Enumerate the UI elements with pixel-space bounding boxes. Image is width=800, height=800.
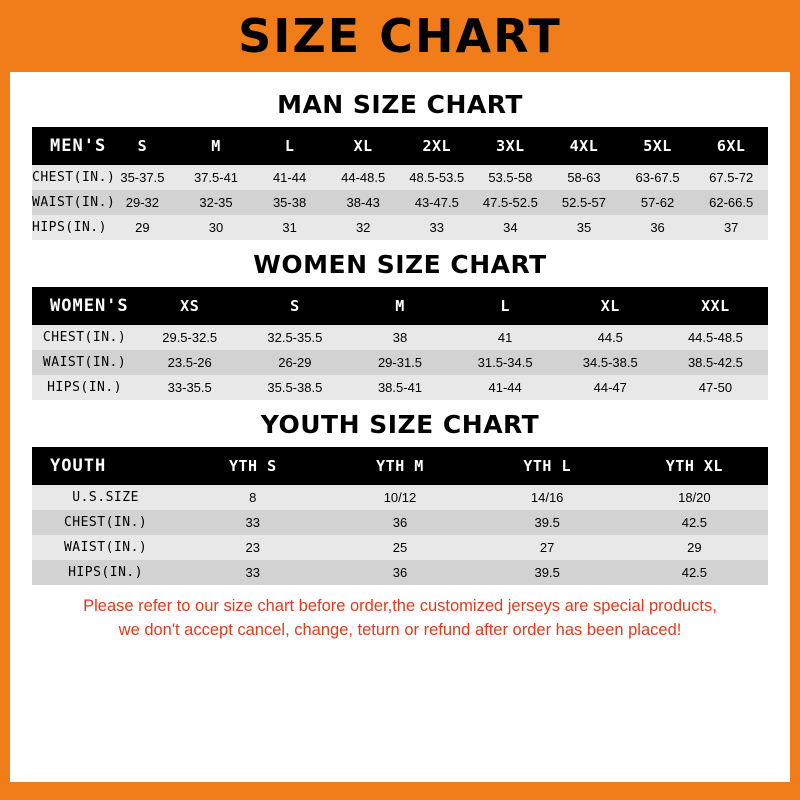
women-r1-c1: 26-29 — [278, 355, 312, 370]
youth-table-body — [32, 485, 768, 585]
youth-section-title: YOUTH SIZE CHART — [260, 410, 540, 439]
table-row — [32, 190, 768, 215]
women-row-0-label: CHEST(IN.) — [42, 330, 127, 345]
men-r1-c7: 57-62 — [640, 195, 675, 210]
men-r0-c2: 41-44 — [272, 170, 307, 185]
disclaimer-line-2: we don't accept cancel, change, teturn or refund after order has been placed! — [118, 620, 682, 639]
men-r2-c0: 29 — [135, 220, 150, 235]
women-row-header-label: WOMEN'S — [50, 296, 129, 316]
women-r2-c2: 38.5-41 — [377, 380, 423, 395]
men-size-table — [32, 127, 768, 240]
men-r0-c1: 37.5-41 — [193, 170, 239, 185]
men-r1-c8: 62-66.5 — [709, 195, 754, 210]
youth-r1-c0: 33 — [245, 515, 261, 530]
men-r2-c7: 36 — [650, 220, 665, 235]
women-r1-c0: 23.5-26 — [167, 355, 212, 370]
men-r0-c4: 48.5-53.5 — [409, 170, 465, 185]
women-table-body — [32, 325, 768, 400]
men-r0-c8: 67.5-72 — [709, 170, 754, 185]
women-r0-c1: 32.5-35.5 — [267, 330, 323, 345]
youth-r1-c1: 36 — [392, 515, 408, 530]
men-table-header — [32, 127, 768, 165]
men-r0-c3: 44-48.5 — [341, 170, 386, 185]
youth-r1-c2: 39.5 — [534, 515, 560, 530]
youth-r3-c3: 42.5 — [681, 565, 708, 580]
youth-size-table — [32, 447, 768, 585]
banner — [0, 0, 800, 72]
women-col-4: XL — [600, 297, 620, 315]
women-r0-c4: 44.5 — [597, 330, 623, 345]
men-row-2-label: HIPS(IN.) — [32, 220, 107, 235]
men-r2-c6: 35 — [576, 220, 592, 235]
table-header-row — [32, 287, 768, 325]
youth-r1-c3: 42.5 — [681, 515, 708, 530]
women-row-2-label: HIPS(IN.) — [47, 380, 123, 395]
youth-col-2: YTH L — [523, 457, 571, 475]
youth-row-header-label: YOUTH — [50, 456, 107, 476]
women-r0-c2: 38 — [392, 330, 408, 345]
men-row-1-label: WAIST(IN.) — [32, 195, 116, 210]
women-col-5: XXL — [701, 297, 730, 315]
banner-title: SIZE CHART — [238, 9, 562, 63]
youth-col-0: YTH S — [228, 457, 277, 475]
men-r2-c1: 30 — [208, 220, 224, 235]
youth-table-header — [32, 447, 768, 485]
women-col-3: L — [500, 297, 510, 315]
youth-r2-c0: 23 — [245, 540, 261, 555]
table-row — [32, 215, 768, 240]
youth-r0-c1: 10/12 — [383, 490, 417, 505]
women-section-title: WOMEN SIZE CHART — [253, 250, 547, 279]
men-r2-c5: 34 — [503, 220, 518, 235]
youth-r0-c3: 18/20 — [678, 490, 711, 505]
men-col-6: 4XL — [569, 137, 599, 155]
men-row-header-label: MEN'S — [50, 136, 107, 156]
men-row-0-label: CHEST(IN.) — [32, 170, 116, 185]
men-r1-c2: 35-38 — [272, 195, 307, 210]
women-r2-c4: 44-47 — [593, 380, 627, 395]
content — [10, 72, 790, 782]
men-col-3: XL — [353, 137, 373, 155]
women-col-2: M — [395, 297, 405, 315]
table-header-row — [32, 127, 768, 165]
men-r1-c4: 43-47.5 — [414, 195, 459, 210]
men-r1-c5: 47.5-52.5 — [482, 195, 538, 210]
men-col-8: 6XL — [716, 137, 746, 155]
women-size-table — [32, 287, 768, 400]
youth-r0-c2: 14/16 — [530, 490, 564, 505]
table-header-row — [32, 447, 768, 485]
women-r0-c5: 44.5-48.5 — [687, 330, 743, 345]
men-table-body — [32, 165, 768, 240]
men-col-1: M — [211, 137, 221, 155]
women-row-1-label: WAIST(IN.) — [42, 355, 127, 370]
youth-col-3: YTH XL — [665, 457, 723, 475]
men-r2-c8: 37 — [723, 220, 739, 235]
youth-r3-c1: 36 — [392, 565, 408, 580]
women-col-0: XS — [180, 297, 200, 315]
table-row — [32, 325, 768, 350]
men-r2-c2: 31 — [282, 220, 297, 235]
youth-row-2-label: WAIST(IN.) — [63, 540, 148, 555]
men-col-4: 2XL — [422, 137, 452, 155]
men-r1-c3: 38-43 — [346, 195, 380, 210]
youth-row-1-label: CHEST(IN.) — [63, 515, 148, 530]
women-r1-c2: 29-31.5 — [377, 355, 423, 370]
women-r2-c0: 33-35.5 — [167, 380, 212, 395]
men-r2-c3: 32 — [355, 220, 371, 235]
women-r1-c5: 38.5-42.5 — [687, 355, 743, 370]
table-row — [32, 535, 768, 560]
men-col-5: 3XL — [496, 137, 525, 155]
women-table-header — [32, 287, 768, 325]
bottom-bar — [0, 782, 800, 800]
table-row — [32, 165, 768, 190]
women-col-1: S — [290, 297, 300, 315]
women-r0-c0: 29.5-32.5 — [162, 330, 218, 345]
table-row — [32, 485, 768, 510]
disclaimer-note — [32, 585, 768, 649]
youth-r3-c0: 33 — [245, 565, 261, 580]
youth-row-0-label: U.S.SIZE — [72, 490, 139, 505]
disclaimer-line-1: Please refer to our size chart before order,the customized jerseys are special products, — [83, 597, 717, 615]
men-col-7: 5XL — [643, 137, 672, 155]
men-r1-c1: 32-35 — [199, 195, 233, 210]
men-r1-c6: 52.5-57 — [561, 195, 606, 210]
youth-r2-c3: 29 — [687, 540, 702, 555]
men-col-0: S — [137, 137, 148, 155]
women-r0-c3: 41 — [497, 330, 513, 345]
table-row — [32, 375, 768, 400]
men-r1-c0: 29-32 — [125, 195, 160, 210]
women-r1-c3: 31.5-34.5 — [477, 355, 533, 370]
youth-r3-c2: 39.5 — [534, 565, 560, 580]
table-row — [32, 350, 768, 375]
youth-r2-c2: 27 — [539, 540, 555, 555]
women-r2-c3: 41-44 — [488, 380, 522, 395]
table-row — [32, 510, 768, 535]
men-col-2: L — [284, 137, 295, 155]
women-r2-c5: 47-50 — [698, 380, 733, 395]
youth-col-1: YTH M — [376, 457, 424, 475]
youth-r0-c0: 8 — [249, 490, 257, 505]
men-r0-c0: 35-37.5 — [120, 170, 165, 185]
men-section-title: MAN SIZE CHART — [277, 90, 523, 119]
men-r2-c4: 33 — [429, 220, 444, 235]
table-row — [32, 560, 768, 585]
men-r0-c5: 53.5-58 — [488, 170, 533, 185]
men-r0-c6: 58-63 — [567, 170, 601, 185]
youth-row-3-label: HIPS(IN.) — [68, 565, 144, 580]
women-r1-c4: 34.5-38.5 — [582, 355, 638, 370]
youth-r2-c1: 25 — [392, 540, 408, 555]
women-r2-c1: 35.5-38.5 — [267, 380, 323, 395]
men-r0-c7: 63-67.5 — [635, 170, 680, 185]
